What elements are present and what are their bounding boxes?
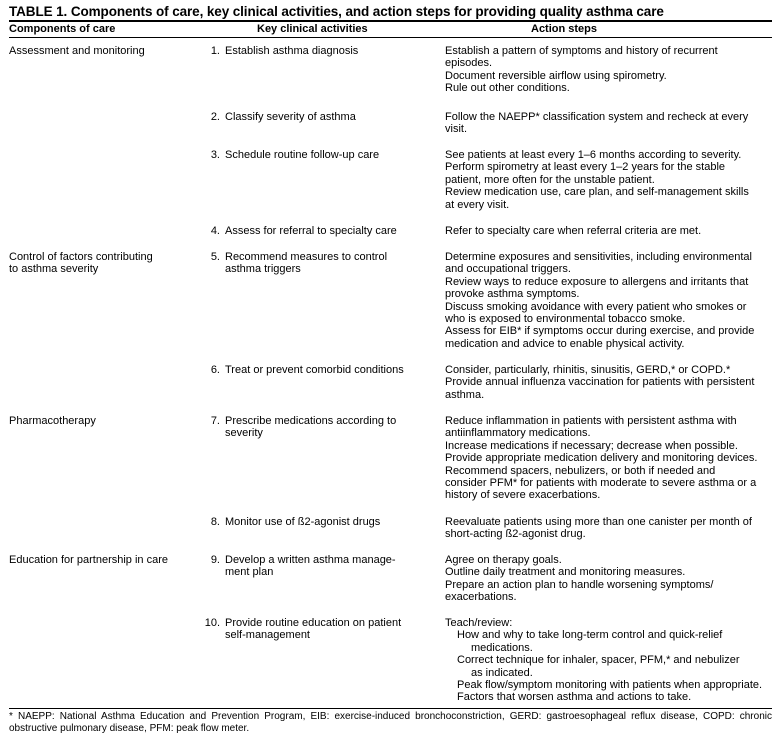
key-activity: Prescribe medications according to xyxy=(225,415,397,427)
activity-number: 9. xyxy=(210,554,220,566)
action-step: Refer to specialty care when referral criteria are met. xyxy=(445,225,702,237)
action-step: Consider, particularly, rhinitis, sinusitis, GERD,* or COPD.* xyxy=(445,364,731,376)
header-components: Components of care xyxy=(9,23,116,35)
action-step: Outline daily treatment and monitoring measures. xyxy=(445,566,686,579)
key-activity: Schedule routine follow-up care xyxy=(225,149,380,161)
action-step: episodes. xyxy=(445,57,493,70)
key-activity: severity xyxy=(225,427,263,440)
action-step: antiinflammatory medications. xyxy=(445,427,591,440)
key-activity: Establish asthma diagnosis xyxy=(225,45,359,57)
activity-number: 6. xyxy=(210,364,220,376)
action-step: Teach/review: xyxy=(445,617,513,629)
action-step: See patients at least every 1–6 months according to severity. xyxy=(445,149,742,161)
action-step: medication and advice to enable physical activity. xyxy=(445,337,685,350)
activity-number: 4. xyxy=(210,225,220,237)
header-activities: Key clinical activities xyxy=(257,23,368,35)
footnote: * NAEPP: National Asthma Education and Prevention Program, EIB: exercise-induced bronchoconstriction, GERD: gastroesophageal reflux disease, COPD: chronic obstructive pulmonary disease, PFM: peak flow meter. xyxy=(9,711,772,735)
action-step: Reduce inflammation in patients with persistent asthma with xyxy=(445,415,737,427)
action-step: Correct technique for inhaler, spacer, PFM,* and nebulizer xyxy=(457,654,740,667)
activity-number: 8. xyxy=(210,516,220,528)
action-step: Factors that worsen asthma and actions to take. xyxy=(457,691,692,704)
action-step: Perform spirometry at least every 1–2 years for the stable xyxy=(445,161,726,174)
action-step: visit. xyxy=(445,123,467,136)
bottom-rule xyxy=(9,708,772,709)
action-step: Follow the NAEPP* classification system and recheck at every xyxy=(445,111,749,123)
action-step: Establish a pattern of symptoms and history of recurrent xyxy=(445,45,718,57)
key-activity: Monitor use of ß2-agonist drugs xyxy=(225,516,381,528)
action-step: Recommend spacers, nebulizers, or both if needed and xyxy=(445,464,716,477)
action-step: patient, more often for the unstable patient. xyxy=(445,173,655,186)
action-step: at every visit. xyxy=(445,198,510,211)
header-actions: Action steps xyxy=(531,23,598,35)
component-label: Education for partnership in care xyxy=(9,554,168,566)
key-activity: Develop a written asthma manage- xyxy=(225,554,396,566)
action-step: exacerbations. xyxy=(445,591,517,604)
action-step: Reevaluate patients using more than one canister per month of xyxy=(445,516,752,528)
action-step: How and why to take long-term control and quick-relief xyxy=(457,629,723,642)
activity-number: 5. xyxy=(210,251,220,263)
action-step: Peak flow/symptom monitoring with patients when appropriate. xyxy=(457,679,763,691)
component-label: Control of factors contributing xyxy=(9,251,153,263)
action-step: Review medication use, care plan, and self-management skills xyxy=(445,186,749,199)
action-step: provoke asthma symptoms. xyxy=(445,288,580,301)
action-step: Rule out other conditions. xyxy=(445,82,570,95)
action-step: Document reversible airflow using spirometry. xyxy=(445,69,667,82)
action-step: short-acting ß2-agonist drug. xyxy=(445,528,586,541)
key-activity: ment plan xyxy=(225,566,274,579)
table-title: TABLE 1. Components of care, key clinical activities, and action steps for providing quality asthma care xyxy=(9,4,664,19)
key-activity: Provide routine education on patient xyxy=(225,617,402,629)
action-step: Provide appropriate medication delivery and monitoring devices. xyxy=(445,452,758,465)
activity-number: 3. xyxy=(210,149,220,161)
activity-number: 2. xyxy=(210,111,220,123)
component-label: Assessment and monitoring xyxy=(9,45,145,57)
key-activity: self-management xyxy=(225,629,310,642)
key-activity: Treat or prevent comorbid conditions xyxy=(225,364,404,376)
header-rule xyxy=(9,37,772,38)
action-step: Increase medications if necessary; decrease when possible. xyxy=(445,439,738,452)
action-step: history of severe exacerbations. xyxy=(445,489,601,502)
action-step: Provide annual influenza vaccination for patients with persistent xyxy=(445,376,755,389)
action-step: consider PFM* for patients with moderate to severe asthma or a xyxy=(445,477,757,489)
action-step: Discuss smoking avoidance with every patient who smokes or xyxy=(445,300,747,313)
key-activity: asthma triggers xyxy=(225,263,301,276)
component-label: Pharmacotherapy xyxy=(9,415,96,427)
action-step: asthma. xyxy=(445,388,485,401)
action-step: Prepare an action plan to handle worsening symptoms/ xyxy=(445,578,714,591)
action-step: Assess for EIB* if symptoms occur during exercise, and provide xyxy=(445,325,755,338)
action-step: and occupational triggers. xyxy=(445,263,571,276)
key-activity: Recommend measures to control xyxy=(225,251,388,263)
action-step: Agree on therapy goals. xyxy=(445,554,562,566)
activity-number: 10. xyxy=(204,617,220,629)
action-step: Determine exposures and sensitivities, including environmental xyxy=(445,251,752,263)
activity-number: 7. xyxy=(210,415,220,427)
action-step: as indicated. xyxy=(471,666,533,679)
action-step: who is exposed to environmental tobacco smoke. xyxy=(445,313,686,325)
activity-number: 1. xyxy=(210,45,220,57)
action-step: Review ways to reduce exposure to allergens and irritants that xyxy=(445,275,749,288)
key-activity: Assess for referral to specialty care xyxy=(225,225,397,237)
component-label: to asthma severity xyxy=(9,263,99,276)
action-step: medications. xyxy=(471,641,533,654)
top-rule xyxy=(9,20,772,22)
key-activity: Classify severity of asthma xyxy=(225,111,356,123)
